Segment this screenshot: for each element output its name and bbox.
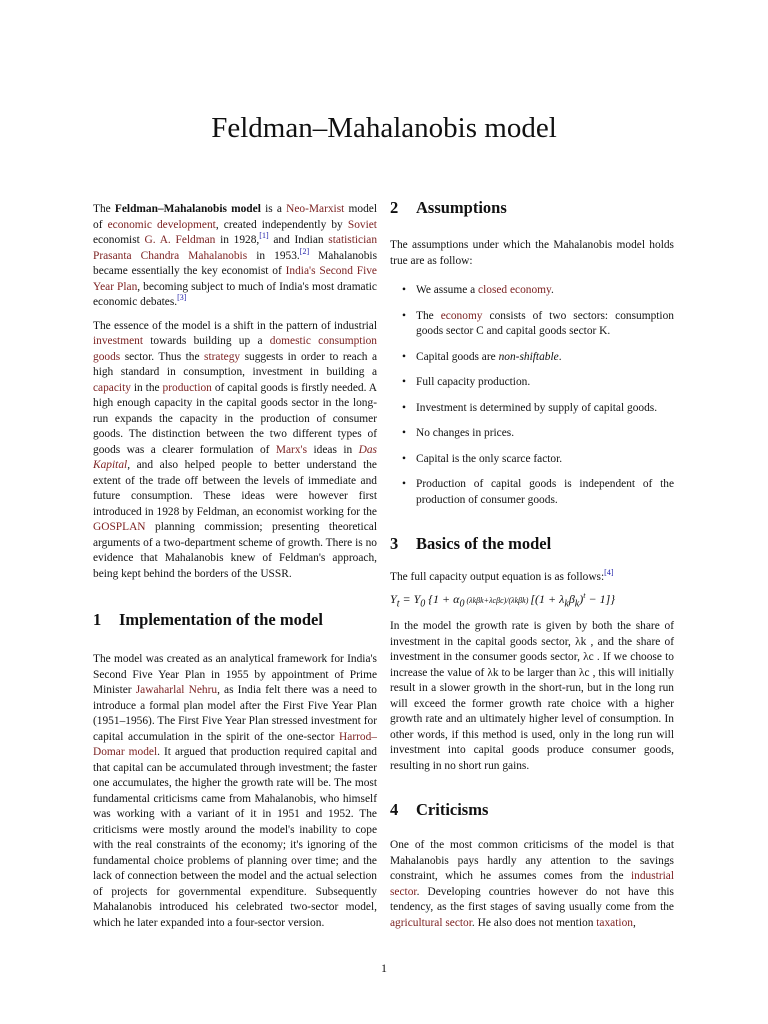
basics-paragraph: In the model the growth rate is given by both the share of investment in the capital goods sector, λk , and the share of investment in the consumer goods sector, λc . If we choose to increase the value of λk to be larger than λc , this will initially result in a slower growth in the short-run, but in the long run will exceed the former growth rate choice with a higher growth rate and an ultimately higher level of consumption. In other words, if this method is used, only in the long run will investment into capital goods produce consumer goods, resulting in no short run gains. bbox=[390, 620, 674, 772]
link-marx[interactable]: Marx's bbox=[275, 443, 308, 456]
assumptions-intro: The assumptions under which the Mahalanobis model holds true are as follow: bbox=[390, 239, 674, 267]
list-item: • Capital is the only scarce factor. bbox=[402, 452, 674, 468]
link-domestic-consumption-goods[interactable]: domestic consumption goods bbox=[93, 335, 377, 363]
link-agricultural-sector[interactable]: agricultural sector bbox=[390, 916, 472, 929]
link-harrod-domar[interactable]: Harrod–Domar model bbox=[93, 730, 377, 758]
section-1-heading: 1 Implementation of the model bbox=[93, 610, 323, 629]
intro-paragraph: The Feldman–Mahalanobis model is a Neo-Marxist model of economic development, created independently by Soviet economist G. A. Feldman in 1928,[1] and Indian statistician Prasanta Chandra Mahalanobis in 1953.[2] Mahalanobis became essentially the key economist of India's Second Five Year Plan, becoming subject to much of India's most dramatic economic debates.[3] bbox=[93, 203, 378, 308]
link-investment[interactable]: investment bbox=[93, 335, 143, 347]
ref-2[interactable]: [2] bbox=[299, 246, 310, 256]
ref-3[interactable]: [3] bbox=[177, 293, 187, 303]
output-equation: $Y_t = Y_0$ {$1 + \alpha_0$ (λkβk+λcβc)/(λkβk) $[(1 + \lambda_k\beta_k)^t - 1]$} bbox=[390, 590, 616, 609]
implementation-paragraph: The model was created as an analytical framework for India's Second Five Year Plan in 1955 by appointment of Prime Minister Jawaharlal Nehru, as India felt there was a need to introduce a formal plan model after the First Five Year Plan (1951–1956). The First Five Year Plan stressed investment for capital accumulation in the spirit of the one-sector Harrod–Domar model. It argued that production required capital and that capital can be accumulated through investment; the faster one accumulates, the higher the growth rate will be. The most fundamental criticisms came from Mahalanobis, who himself was working with a variant of it in 1951 and 1952. The criticisms were mostly around the model's inability to cope with the real constraints of the economy; it's ignoring of the fundamental choice problems of planning over time; and the lack of connection between the model and the actual selection of projects for governmental expenditure. Subsequently Mahalanobis introduced his celebrated two-sector model, which he later expanded into a four-sector version. bbox=[93, 653, 377, 929]
list-item: • The economy consists of two sectors: consumption goods sector C and capital goods sector K. bbox=[402, 309, 674, 340]
link-mahalanobis[interactable]: Prasanta Chandra Mahalanobis bbox=[93, 249, 248, 262]
essence-paragraph: The essence of the model is a shift in the pattern of industrial investment towards building up a domestic consumption goods sector. Thus the strategy suggests in order to reach a high standard in consumption, investment in building a capacity in the production of capital goods is firstly needed. A high enough capacity in the capital goods sector in the long-run expands the capacity in the production of consumer goods. The distinction between the two different types of goods was a clearer formulation of Marx's ideas in Das Kapital, and also helped people to better understand the extent of the trade off between the levels of immediate and future consumption. These ideas were however first introduced in 1928 by Feldman, an economist working for the GOSPLAN planning commission; presenting theoretical arguments of a two-department scheme of growth. There is no evidence that Mahalanobis knew of Feldman's approach, being kept behind the borders of the USSR. bbox=[93, 319, 377, 580]
right-column bbox=[390, 198, 674, 939]
link-statistician[interactable]: statistician bbox=[328, 234, 378, 246]
page-number: 1 bbox=[381, 961, 387, 975]
page-title: Feldman–Mahalanobis model bbox=[211, 112, 557, 144]
link-strategy[interactable]: strategy bbox=[204, 350, 241, 363]
ref-4[interactable]: [4] bbox=[604, 568, 614, 578]
link-nehru[interactable]: Jawaharlal Nehru bbox=[135, 684, 218, 696]
list-item: • Investment is determined by supply of capital goods. bbox=[402, 401, 674, 417]
basics-intro: The full capacity output equation is as follows:[4] bbox=[390, 568, 614, 583]
link-feldman[interactable]: G. A. Feldman bbox=[144, 234, 216, 246]
link-taxation[interactable]: taxation bbox=[596, 916, 633, 929]
list-item: • No changes in prices. bbox=[402, 426, 674, 442]
link-economic-development[interactable]: economic development bbox=[107, 218, 216, 231]
link-das-kapital[interactable]: Das Kapital bbox=[93, 443, 377, 471]
link-economy[interactable]: economy bbox=[440, 309, 483, 322]
link-industrial-sector[interactable]: industrial sector bbox=[390, 870, 674, 898]
model-name-bold: Feldman–Mahalanobis model bbox=[114, 203, 261, 215]
list-item: • Full capacity production. bbox=[402, 375, 674, 391]
link-production[interactable]: production bbox=[162, 381, 212, 394]
list-item: • We assume a closed economy. bbox=[402, 283, 674, 299]
section-3-heading: 3 Basics of the model bbox=[390, 534, 552, 553]
link-soviet[interactable]: Soviet bbox=[347, 218, 377, 231]
link-capacity[interactable]: capacity bbox=[93, 381, 131, 394]
link-second-five-year-plan[interactable]: India's Second Five Year Plan bbox=[93, 265, 377, 293]
list-item: • Production of capital goods is independent of the production of consumer goods. bbox=[402, 477, 674, 508]
section-4-heading: 4 Criticisms bbox=[390, 800, 489, 820]
assumptions-list bbox=[390, 283, 674, 508]
ref-1[interactable]: [1] bbox=[259, 231, 269, 241]
section-2-heading: 2 Assumptions bbox=[390, 198, 507, 217]
left-column bbox=[93, 202, 377, 939]
link-closed-economy[interactable]: closed economy bbox=[478, 284, 551, 296]
criticisms-paragraph: One of the most common criticisms of the model is that Mahalanobis pays hardly any attention to the savings constraint, which he assumes comes from the industrial sector. Developing countries however do not have this tendency, as the first stages of saving usually come from the agricultural sector. He also does not mention taxation, bbox=[390, 839, 674, 929]
link-neo-marxist[interactable]: Neo-Marxist bbox=[286, 203, 345, 215]
list-item: • Capital goods are non-shiftable. bbox=[402, 350, 674, 366]
link-gosplan[interactable]: GOSPLAN bbox=[93, 521, 146, 533]
